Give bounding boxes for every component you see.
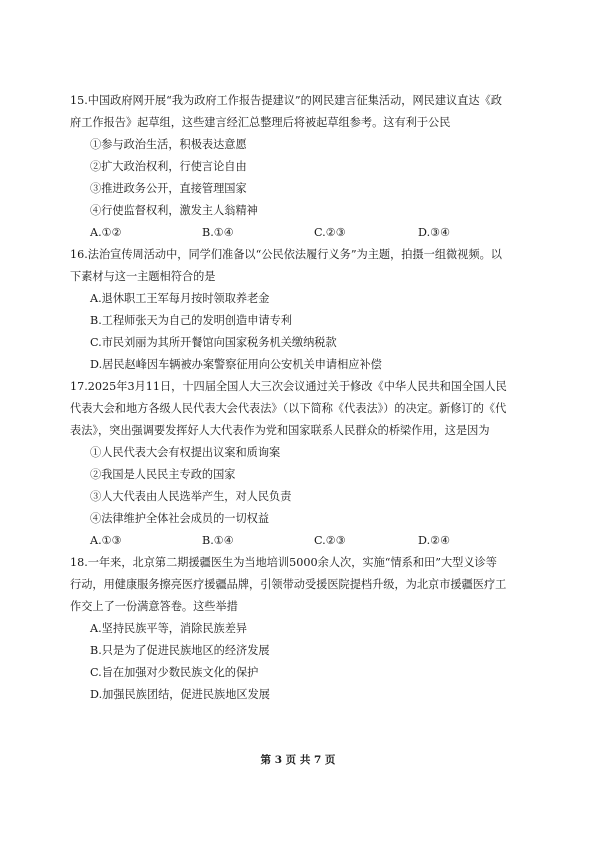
question-17-statement-3: ③人大代表由人民选举产生，对人民负责 [90,490,292,503]
question-18-stem-line-2: 行动，用健康服务擦亮医疗援疆品牌，引领带动受援医院提档升级，为北京市援疆医疗工 [70,578,507,591]
question-15-choice-b: B.①④ [202,226,234,239]
question-15-stem-line-2: 府工作报告》起草组，这些建言经汇总整理后将被起草组参考。这有利于公民 [70,116,451,129]
question-15-choice-c: C.②③ [314,226,346,239]
question-15-choice-a: A.①② [90,226,122,239]
question-18-option-c: C.旨在加强对少数民族文化的保护 [90,666,259,679]
question-17-statement-1: ①人民代表大会有权提出议案和质询案 [90,446,281,459]
question-16-option-a: A.退休职工王军每月按时领取养老金 [90,292,270,305]
page-number-footer: 第 3 页 共 7 页 [260,754,336,766]
question-18-stem-line-1: 18.一年来，北京第二期援疆医生为当地培训5000余人次，实施“情系和田”大型义诊等 [70,556,497,569]
question-15-stem-line-1: 15.中国政府网开展“我为政府工作报告提建议”的网民建言征集活动，网民建议直达《政 [70,94,502,107]
question-18-option-a: A.坚持民族平等，消除民族差异 [90,622,248,635]
question-17-choice-c: C.②③ [314,534,346,547]
question-15-statement-3: ③推进政务公开，直接管理国家 [90,182,247,195]
question-18-option-b: B.只是为了促进民族地区的经济发展 [90,644,270,657]
question-16-stem-line-1: 16.法治宣传周活动中，同学们准备以“公民依法履行义务”为主题，拍摄一组微视频。以 [70,248,502,261]
question-18-stem-line-3: 作交上了一份满意答卷。这些举措 [70,600,238,613]
question-17-stem-line-3: 表法》，突出强调要发挥好人大代表作为党和国家联系人民群众的桥梁作用，这是因为 [70,424,490,437]
question-17-stem-line-2: 代表大会和地方各级人民代表大会代表法》（以下简称《代表法》）的决定。新修订的《代 [70,402,507,415]
question-17-choice-b: B.①④ [202,534,234,547]
question-16-option-b: B.工程师张天为自己的发明创造申请专利 [90,314,292,327]
question-15-statement-1: ①参与政治生活，积极表达意愿 [90,138,247,151]
question-17-stem-line-1: 17.2025年3月11日，十四届全国人大三次会议通过关于修改《中华人民共和国全国人民 [70,380,507,393]
question-16-stem-line-2: 下素材与这一主题相符合的是 [70,270,216,283]
question-16-option-c: C.市民刘丽为其所开餐馆向国家税务机关缴纳税款 [90,336,337,349]
question-17-choice-d: D.②④ [418,534,451,547]
question-17-statement-4: ④法律维护全体社会成员的一切权益 [90,512,270,525]
question-15-statement-2: ②扩大政治权利，行使言论自由 [90,160,247,173]
question-15-choice-d: D.③④ [418,226,451,239]
question-17-statement-2: ②我国是人民民主专政的国家 [90,468,236,481]
question-18-option-d: D.加强民族团结，促进民族地区发展 [90,688,270,701]
question-17-choice-a: A.①③ [90,534,122,547]
question-16-option-d: D.居民赵峰因车辆被办案警察征用向公安机关申请相应补偿 [90,358,382,371]
question-15-statement-4: ④行使监督权利，激发主人翁精神 [90,204,258,217]
